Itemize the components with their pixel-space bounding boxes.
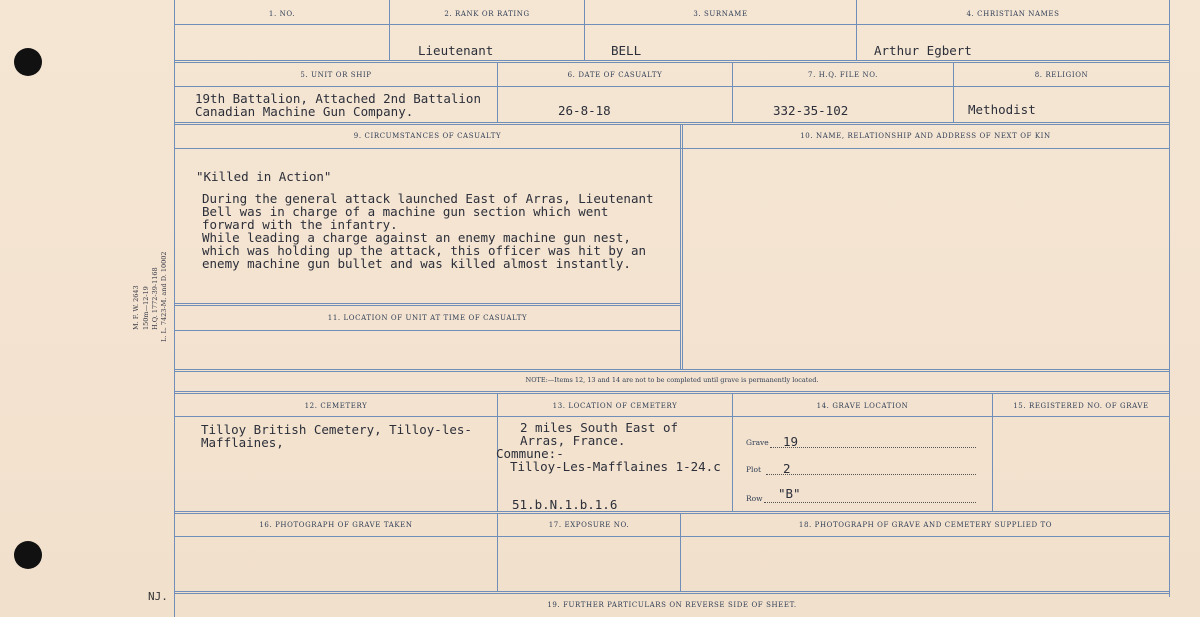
row-dots <box>764 502 976 503</box>
row-label: Row <box>746 494 763 503</box>
rule-note-top <box>175 369 1169 372</box>
note-text: NOTE:—Items 12, 13 and 14 are not to be completed until grave is permanently located. <box>525 376 819 384</box>
header-surname: 3. SURNAME <box>693 10 748 18</box>
value-loc-1: 2 miles South East of <box>520 420 679 435</box>
value-religion: Methodist <box>968 102 1036 117</box>
plot-label: Plot <box>746 465 761 474</box>
header-date: 6. DATE OF CASUALTY <box>567 71 663 79</box>
rule-r1-v1 <box>389 0 390 60</box>
value-unit-1: 19th Battalion, Attached 2nd Battalion <box>195 91 481 106</box>
header-location-unit: 11. LOCATION OF UNIT AT TIME OF CASUALTY <box>327 314 528 322</box>
grave-value: 19 <box>783 434 799 449</box>
value-christian: Arthur Egbert <box>874 43 972 58</box>
punch-hole-top <box>14 48 42 76</box>
rule-r6-top <box>175 511 1169 514</box>
rule-r7-top <box>175 591 1169 594</box>
header-rank: 2. RANK OR RATING <box>444 10 530 18</box>
rule-r6-v1 <box>497 514 498 592</box>
rule-r4-sub <box>175 330 680 331</box>
side-print-2: 150m—12-19 <box>142 286 150 330</box>
header-christian: 4. CHRISTIAN NAMES <box>966 10 1060 18</box>
plot-dots <box>766 474 976 475</box>
value-loc-4: Tilloy-Les-Mafflaines 1-24.c <box>510 459 721 474</box>
rule-r2-v2 <box>732 63 733 122</box>
grave-label: Grave <box>746 438 769 447</box>
value-cemetery-2: Mafflaines, <box>201 435 284 450</box>
header-grave-location: 14. GRAVE LOCATION <box>816 402 909 410</box>
header-further: 19. FURTHER PARTICULARS ON REVERSE SIDE OF SHEET. <box>547 601 797 609</box>
header-religion: 8. RELIGION <box>1034 71 1089 79</box>
circ-line-4: While leading a charge against an enemy machine gun nest, <box>202 230 631 245</box>
grave-dots <box>770 447 976 448</box>
rule-r1-v2 <box>584 0 585 60</box>
rule-r3-sub <box>175 148 1169 149</box>
circ-line-2: Bell was in charge of a machine gun section which went <box>202 204 609 219</box>
header-cemetery: 12. CEMETERY <box>304 402 368 410</box>
rule-r5-v2 <box>732 394 733 511</box>
value-surname: BELL <box>611 43 642 58</box>
rule-r1-sub <box>175 24 1169 25</box>
rule-r1-v3 <box>856 0 857 60</box>
header-circumstances: 9. CIRCUMSTANCES OF CASUALTY <box>353 132 502 140</box>
rule-r4-top <box>175 303 680 306</box>
value-loc-2: Arras, France. <box>520 433 626 448</box>
value-unit-2: Canadian Machine Gun Company. <box>195 104 414 119</box>
plot-value: 2 <box>783 461 791 476</box>
header-no: 1. NO. <box>268 10 296 18</box>
right-border <box>1169 0 1170 597</box>
rule-r3-v1 <box>680 125 681 369</box>
circ-line-5: which was holding up the attack, this officer was hit by an <box>202 243 647 258</box>
rule-r1-bottom <box>175 60 1169 63</box>
header-next-of-kin: 10. NAME, RELATIONSHIP AND ADDRESS OF NEXT OF KIN <box>800 132 1051 140</box>
rule-r2-v1 <box>497 63 498 122</box>
rule-r5-sub <box>175 416 1169 417</box>
rule-r2-bottom <box>175 122 1169 125</box>
rule-r6-v2 <box>680 514 681 592</box>
side-print-3: H.Q. 1772-39-1168 <box>151 267 159 330</box>
circ-title: "Killed in Action" <box>196 169 332 184</box>
rule-note-bottom <box>175 391 1169 394</box>
header-photo-supplied: 18. PHOTOGRAPH OF GRAVE AND CEMETERY SUPPLIED TO <box>798 521 1053 529</box>
header-location-cemetery: 13. LOCATION OF CEMETERY <box>552 402 678 410</box>
rule-r3-v1b <box>682 125 683 369</box>
row-value: "B" <box>778 486 801 501</box>
side-print-4: L. L. 7423-M. and D. 10002 <box>160 251 168 342</box>
value-date: 26-8-18 <box>558 103 611 118</box>
value-loc-3: Commune:- <box>496 446 564 461</box>
rule-r6-sub <box>175 536 1169 537</box>
header-photo-taken: 16. PHOTOGRAPH OF GRAVE TAKEN <box>259 521 413 529</box>
circ-line-1: During the general attack launched East of Arras, Lieutenant <box>202 191 654 206</box>
value-file: 332-35-102 <box>773 103 849 118</box>
rule-r2-sub <box>175 86 1169 87</box>
header-file: 7. H.Q. FILE NO. <box>808 71 878 79</box>
rule-r5-v3 <box>992 394 993 511</box>
header-exposure: 17. EXPOSURE NO. <box>548 521 630 529</box>
circ-line-6: enemy machine gun bullet and was killed almost instantly. <box>202 256 631 271</box>
value-cemetery-1: Tilloy British Cemetery, Tilloy-les- <box>201 422 472 437</box>
header-unit: 5. UNIT OR SHIP <box>300 71 372 79</box>
value-rank: Lieutenant <box>418 43 494 58</box>
side-print-1: M. F. W. 2643 <box>132 285 140 330</box>
value-loc-5: 51.b.N.1.b.1.6 <box>512 497 618 512</box>
initials: NJ. <box>148 590 168 603</box>
header-registered-no: 15. REGISTERED NO. OF GRAVE <box>1013 402 1149 410</box>
circ-line-3: forward with the infantry. <box>202 217 398 232</box>
punch-hole-bottom <box>14 541 42 569</box>
rule-r2-v3 <box>953 63 954 122</box>
